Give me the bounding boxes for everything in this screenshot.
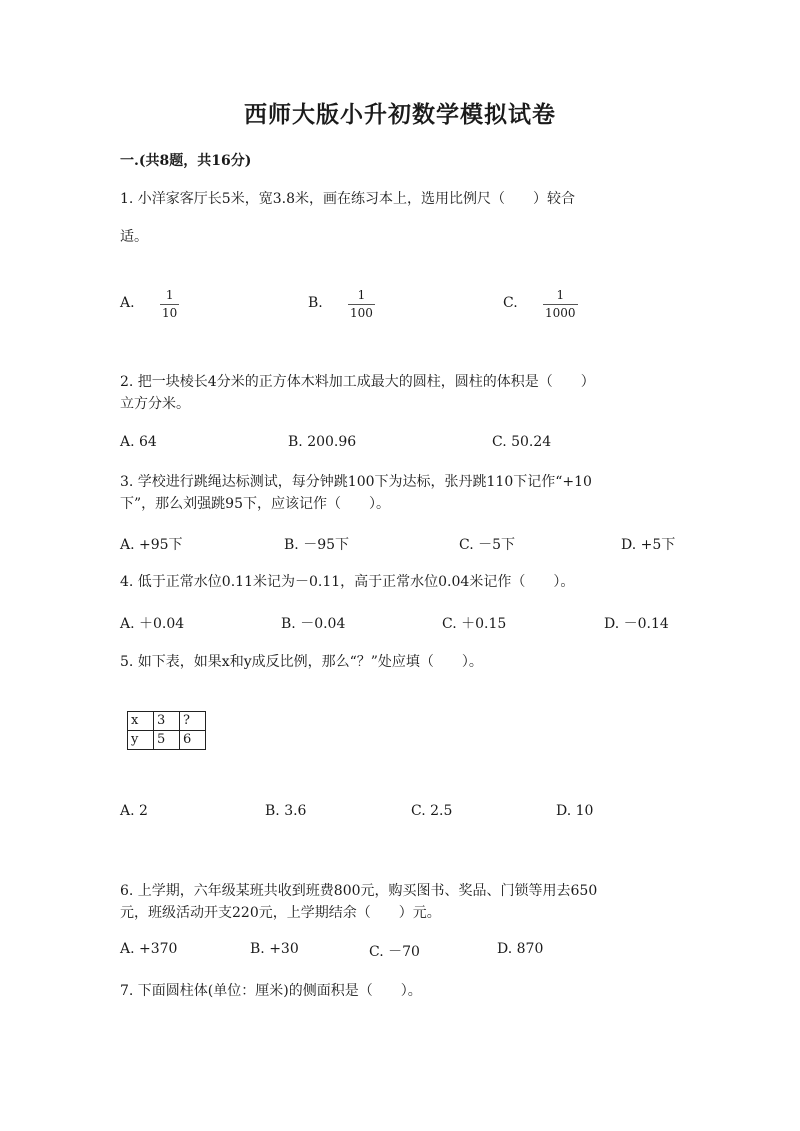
q1-option-b-label: B.: [308, 295, 323, 311]
q2-option-a[interactable]: A. 64: [120, 434, 157, 450]
q1-option-b-numerator: 1: [357, 288, 366, 302]
question-6-line-2: 元，班级活动开支220元，上学期结余（ ）元。: [120, 905, 441, 921]
section-heading: 一.(共8题，共16分): [120, 153, 252, 169]
question-1-line-2: 适。: [120, 229, 148, 245]
q1-option-c[interactable]: [503, 295, 518, 311]
q5-option-a[interactable]: A. 2: [120, 803, 148, 819]
q3-option-d[interactable]: D. +5下: [621, 537, 676, 553]
q5-option-c[interactable]: C. 2.5: [411, 803, 453, 819]
q6-option-b[interactable]: B. +30: [250, 941, 299, 957]
q1-option-a[interactable]: [120, 295, 135, 311]
q1-option-b-denominator: 100: [350, 306, 373, 320]
table-cell: ?: [180, 712, 206, 731]
q1-option-c-label: C.: [503, 295, 518, 311]
q2-option-b[interactable]: B. 200.96: [288, 434, 357, 450]
table-cell: y: [128, 731, 154, 750]
q4-option-a[interactable]: A. ＋0.04: [120, 616, 185, 632]
table-row: [128, 731, 206, 750]
table-cell: 6: [180, 731, 206, 750]
table-cell: x: [128, 712, 154, 731]
q1-option-c-numerator: 1: [556, 288, 565, 302]
q3-option-b[interactable]: B. －95下: [284, 537, 350, 553]
question-2-line-1: 2. 把一块棱长4分米的正方体木料加工成最大的圆柱，圆柱的体积是（ ）: [120, 374, 595, 390]
question-6-line-1: 6. 上学期，六年级某班共收到班费800元，购买图书、奖品、门锁等用去650: [120, 883, 598, 899]
q4-option-b[interactable]: B. －0.04: [281, 616, 346, 632]
question-1-line-1: 1. 小洋家客厅长5米，宽3.8米，画在练习本上，选用比例尺（ ）较合: [120, 191, 575, 207]
q1-option-c-fraction: [543, 288, 578, 321]
page-title: 西师大版小升初数学模拟试卷: [244, 101, 556, 128]
q1-option-b[interactable]: [308, 295, 323, 311]
question-7-line-1: 7. 下面圆柱体(单位：厘米)的侧面积是（ ）。: [120, 983, 422, 999]
fraction-bar: [348, 304, 375, 305]
q5-option-b[interactable]: B. 3.6: [265, 803, 307, 819]
table-cell: 5: [154, 731, 180, 750]
q6-option-d[interactable]: D. 870: [497, 941, 544, 957]
q3-option-c[interactable]: C. －5下: [459, 537, 516, 553]
question-4-line-1: 4. 低于正常水位0.11米记为－0.11，高于正常水位0.04米记作（ ）。: [120, 574, 575, 590]
table-cell: 3: [154, 712, 180, 731]
fraction-bar: [543, 304, 578, 305]
q1-option-a-numerator: 1: [165, 288, 174, 302]
q3-option-a[interactable]: A. +95下: [120, 537, 183, 553]
fraction-bar: [160, 304, 179, 305]
q6-option-a[interactable]: A. +370: [120, 941, 178, 957]
question-3-line-2: 下”，那么刘强跳95下，应该记作（ ）。: [120, 496, 390, 512]
q4-option-d[interactable]: D. －0.14: [604, 616, 669, 632]
q2-option-c[interactable]: C. 50.24: [492, 434, 552, 450]
question-2-line-2: 立方分米。: [120, 396, 190, 412]
q6-option-c[interactable]: C. －70: [369, 944, 420, 960]
xy-table: [127, 711, 206, 750]
q4-option-c[interactable]: C. ＋0.15: [442, 616, 507, 632]
q1-option-a-denominator: 10: [162, 306, 178, 320]
question-5-line-1: 5. 如下表，如果x和y成反比例，那么“？”处应填（ ）。: [120, 654, 483, 670]
question-3-line-1: 3. 学校进行跳绳达标测试，每分钟跳100下为达标，张丹跳110下记作“+10: [120, 474, 592, 490]
table-row: [128, 712, 206, 731]
q5-option-d[interactable]: D. 10: [556, 803, 594, 819]
q1-option-b-fraction: [348, 288, 375, 321]
q1-option-c-denominator: 1000: [545, 306, 576, 320]
q1-option-a-label: A.: [120, 295, 135, 311]
q1-option-a-fraction: [160, 288, 179, 321]
